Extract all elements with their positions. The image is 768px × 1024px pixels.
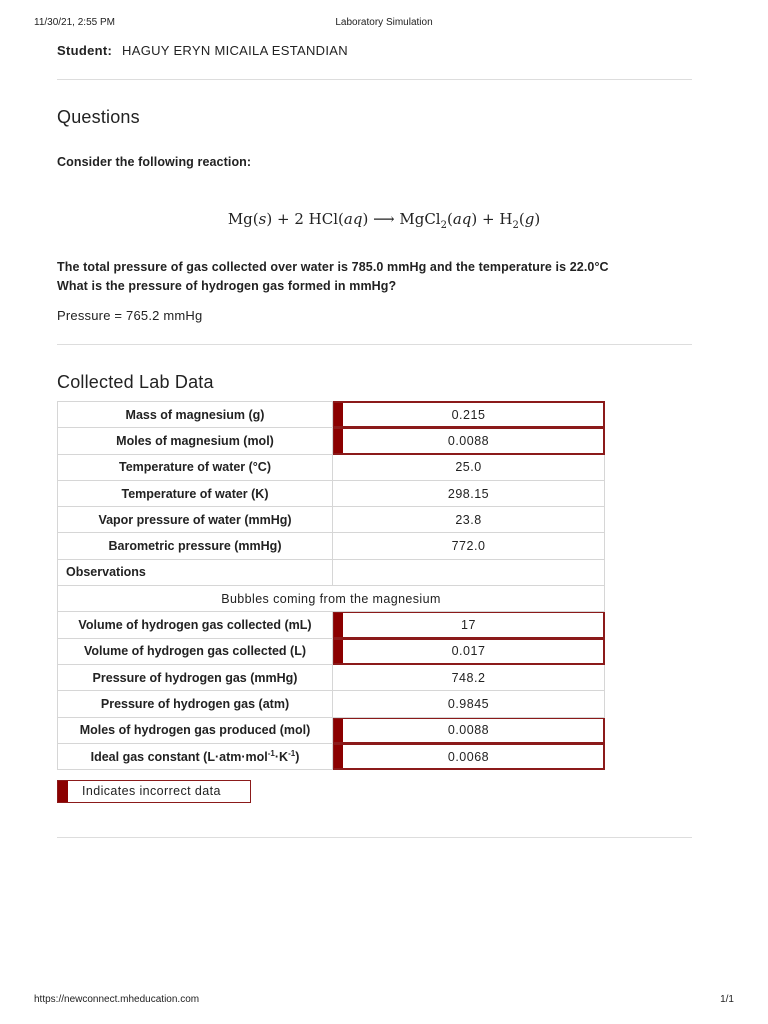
eq-mg: Mg <box>227 210 253 228</box>
eq-mgcl2: MgCl$_2$ <box>399 210 447 231</box>
row-label: Volume of hydrogen gas collected (L) <box>58 638 333 664</box>
row-value: 298.15 <box>333 480 605 506</box>
student-line <box>57 43 348 58</box>
eq-state-s: s <box>258 210 267 228</box>
incorrect-flag <box>334 429 343 452</box>
row-label: Moles of hydrogen gas produced (mol) <box>58 717 333 743</box>
prompt-line-1: The total pressure of gas collected over water is 785.0 mmHg and the temperature is 22.0°C <box>57 260 609 274</box>
divider <box>57 79 692 80</box>
incorrect-flag <box>334 719 343 742</box>
eq-hcl: HCl <box>308 210 339 228</box>
row-value: 748.2 <box>333 664 605 690</box>
row-value: 0.0088 <box>333 717 605 743</box>
row-value: 25.0 <box>333 454 605 480</box>
eq-h2: $H_2$ <box>499 210 519 231</box>
incorrect-data-legend <box>57 780 251 803</box>
student-name: HAGUY ERYN MICAILA ESTANDIAN <box>122 43 348 58</box>
incorrect-flag <box>334 613 343 636</box>
row-value: 0.0088 <box>333 428 605 454</box>
observations-text: Bubbles coming from the magnesium <box>58 586 605 612</box>
table-row <box>58 428 605 454</box>
row-value: 17 <box>333 612 605 638</box>
eq-coef-2: 2 <box>294 210 304 228</box>
eq-state-aq-1: aq <box>343 210 363 228</box>
gas-constant-value: 0.0068 <box>333 743 605 769</box>
row-value: 772.0 <box>333 533 605 559</box>
eq-plus-2: + <box>482 210 495 228</box>
gas-constant-label: Ideal gas constant $(L\cdot atm\cdot mol^{-1}\cdot K^{-1})$ <box>58 743 333 769</box>
incorrect-swatch <box>58 781 68 802</box>
eq-state-aq-2: aq <box>452 210 472 228</box>
question-prompt <box>57 258 609 296</box>
row-label: Temperature of water (°C) <box>58 454 333 480</box>
student-label: Student: <box>57 43 113 58</box>
table-row <box>58 559 605 585</box>
row-value: 0.017 <box>333 638 605 664</box>
page-count: 1/1 <box>720 994 734 1005</box>
print-date: 11/30/21, 2:55 PM <box>34 17 115 28</box>
prompt-line-2: What is the pressure of hydrogen gas formed in mmHg? <box>57 279 397 293</box>
table-row <box>58 638 605 664</box>
chemical-equation: Mg(s) + 2 HCl(aq) ⟶ MgCl$_2$(aq) + $H_2(g)$ <box>227 210 541 231</box>
table-row <box>58 691 605 717</box>
table-row <box>58 612 605 638</box>
row-value: 0.9845 <box>333 691 605 717</box>
row-label: Moles of magnesium (mol) <box>58 428 333 454</box>
empty-cell <box>333 559 605 585</box>
table-row <box>58 743 605 769</box>
row-value: 0.215 <box>333 402 605 428</box>
incorrect-flag <box>334 745 343 768</box>
row-label: Temperature of water (K) <box>58 480 333 506</box>
table-row <box>58 664 605 690</box>
divider <box>57 344 692 345</box>
incorrect-flag <box>334 640 343 663</box>
questions-heading: Questions <box>57 107 140 127</box>
eq-state-g: g <box>524 210 535 228</box>
table-row <box>58 717 605 743</box>
print-header <box>34 17 734 31</box>
divider <box>57 837 692 838</box>
row-label: Volume of hydrogen gas collected (mL) <box>58 612 333 638</box>
row-label: Barometric pressure (mmHg) <box>58 533 333 559</box>
lab-data-heading: Collected Lab Data <box>57 372 214 392</box>
incorrect-flag <box>334 403 343 426</box>
eq-arrow: ⟶ <box>373 210 395 228</box>
table-row <box>58 402 605 428</box>
print-url: https://newconnect.mheducation.com <box>34 994 200 1005</box>
observations-label: Observations <box>58 559 333 585</box>
reaction-intro: Consider the following reaction: <box>57 155 252 169</box>
table-row <box>58 586 605 612</box>
row-label: Mass of magnesium (g) <box>58 402 333 428</box>
eq-plus-1: + <box>276 210 290 228</box>
table-row <box>58 507 605 533</box>
print-title: Laboratory Simulation <box>335 17 433 28</box>
legend-text: Indicates incorrect data <box>82 784 221 798</box>
row-label: Pressure of hydrogen gas (atm) <box>58 691 333 717</box>
row-label: Pressure of hydrogen gas (mmHg) <box>58 664 333 690</box>
pressure-answer: Pressure = 765.2 mmHg <box>57 308 203 323</box>
table-row <box>58 454 605 480</box>
row-label: Vapor pressure of water (mmHg) <box>58 507 333 533</box>
table-row <box>58 533 605 559</box>
table-row <box>58 480 605 506</box>
row-value: 23.8 <box>333 507 605 533</box>
lab-data-table <box>57 401 605 770</box>
